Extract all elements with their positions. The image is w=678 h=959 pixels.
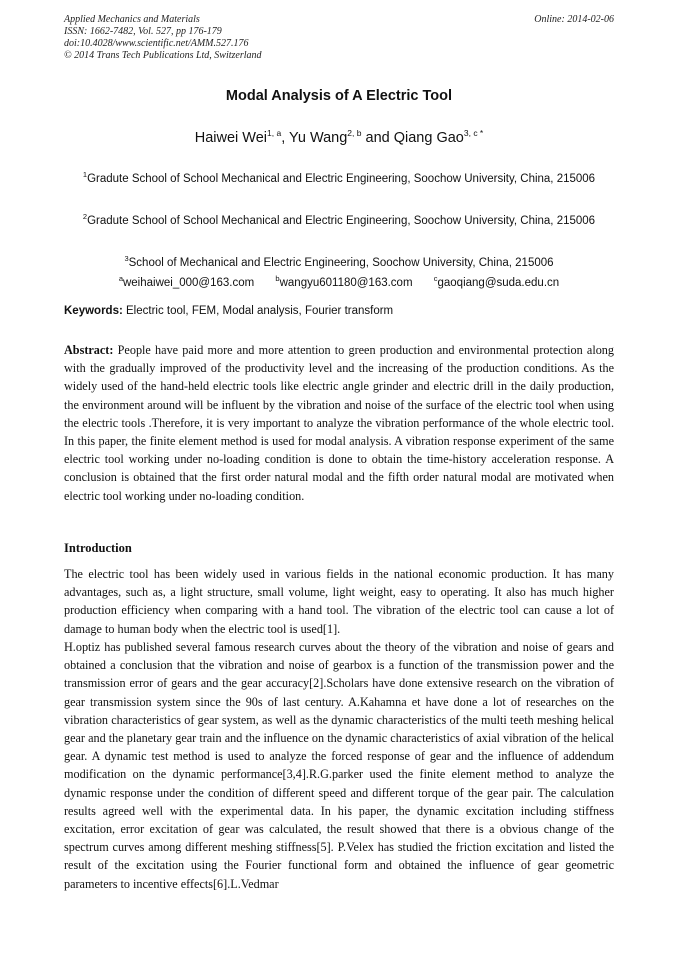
affiliation-text: School of Mechanical and Electric Engineering, Soochow University, China, 215006: [128, 256, 554, 269]
author-name: Yu Wang: [288, 129, 348, 146]
author-affiliation-mark: 3, c *: [463, 128, 484, 138]
email-mark: a: [118, 274, 123, 283]
introduction-paragraph-2: H.optiz has published several famous research curves about the theory of the vibration and noise of gears and obtained a conclusion that the vibration and noise of gearbox is a function of the transmission power and the transmission error of gears and the gear accuracy[2].Scholars have done extensive research on the vibration of gear transmission system since the 90s of last century. A.Kahamna et have done a lot of researches on the vibration characteristics of gear system, as well as the dynamic characteristics of the multi teeth meshing helical gear and the planetary gear train and the influence on the dynamic characteristics of axial vibration of the helical gear. A dynamic test method is used to analyze the forced response of gear and the influence of addendum modification on the dynamic performance[3,4].R.G.parker used the finite element method to analyze the dynamic response under the condition of different speed and different torque of the gear pair. The calculation results agreed well with the experimental data. In his paper, the dynamic excitation including stiffness excitation, error excitation of gear was calculated, the result showed that there is a obvious change of the spectrum curves among different meshing stiffness[5]. P.Velex has studied the friction excitation and listed the result of the excitation using the Fourier functional form and obtained the influence of gear geometric parameters to incentive effects[6].L.Vedmar: [64, 640, 614, 891]
affiliation-mark: 1: [82, 170, 88, 179]
author-affiliation-mark: 2, b: [347, 128, 362, 138]
email-address[interactable]: gaoqiang@suda.edu.cn: [437, 276, 560, 289]
affiliation-text: Gradute School of School Mechanical and Electric Engineering, Soochow University, China, 215006: [87, 172, 596, 185]
email-entry[interactable]: [433, 274, 560, 289]
affiliation-mark: 3: [124, 254, 129, 263]
doi-line[interactable]: doi:10.4028/www.scientific.net/AMM.527.176: [64, 38, 249, 49]
abstract-label: Abstract:: [64, 343, 114, 357]
author-affiliation-mark: 1, a: [267, 128, 282, 138]
email-address[interactable]: wangyu601180@163.com: [279, 276, 413, 289]
affiliation-2: [64, 208, 614, 230]
online-date: Online: 2014-02-06: [534, 14, 614, 25]
email-entry[interactable]: [275, 274, 413, 289]
section-heading-introduction: Introduction: [64, 541, 132, 555]
email-address[interactable]: weihaiwei_000@163.com: [122, 276, 255, 289]
abstract-text: People have paid more and more attention to green production and environmental protection along with the gradually improved of the productivity level and the increasing of the production conditions. As the widely used of the hand-held electric tools like electric angle grinder and electric drill in the daily production, the environment around will be influent by the vibration and noise of the surface of the electric tool when using the electric tools .Therefore, it is very important to analyze the vibration performance of the whole electric tool. In this paper, the finite element method is used for modal analysis. A vibration response experiment of the same electric tool working under no-loading condition is done to obtain the time-history acceleration response. A conclusion is obtained that the first order natural modal and the fifth order natural modal are motivated when electric tool working under no-loading condition.: [64, 343, 614, 503]
affiliation-3: [64, 250, 614, 272]
author-list: [0, 128, 678, 146]
author-separator: and: [361, 129, 394, 146]
email-list: [0, 274, 678, 289]
copyright-line: © 2014 Trans Tech Publications Ltd, Switzerland: [64, 50, 262, 61]
journal-name: Applied Mechanics and Materials: [64, 14, 200, 25]
affiliation-text: Gradute School of School Mechanical and Electric Engineering, Soochow University, China, 215006: [87, 214, 596, 227]
keywords-label: Keywords:: [64, 305, 123, 317]
email-mark: c: [433, 274, 438, 283]
email-entry[interactable]: [118, 274, 255, 289]
keywords-line: [64, 305, 393, 317]
paper-title: Modal Analysis of A Electric Tool: [225, 88, 453, 104]
issn-line: ISSN: 1662-7482, Vol. 527, pp 176-179: [64, 26, 222, 37]
keywords-text: Electric tool, FEM, Modal analysis, Fourier transform: [126, 305, 394, 317]
affiliation-1: [64, 166, 614, 188]
abstract-paragraph: [64, 341, 614, 505]
author-name: Qiang Gao: [393, 129, 464, 146]
email-mark: b: [275, 274, 280, 283]
journal-header: [64, 14, 262, 62]
author-separator: ,: [281, 129, 289, 146]
author-name: Haiwei Wei: [194, 129, 267, 146]
affiliation-mark: 2: [82, 212, 88, 221]
introduction-paragraph-1: The electric tool has been widely used in various fields in the national economic production. It has many advantages, such as, a light structure, small volume, light weight, easy to operating. It also has much higher production efficiency when comparing with a hand tool. The vibration of the electric tool can cause a lot of damage to human body when the electric tool is used[1].: [64, 567, 614, 636]
